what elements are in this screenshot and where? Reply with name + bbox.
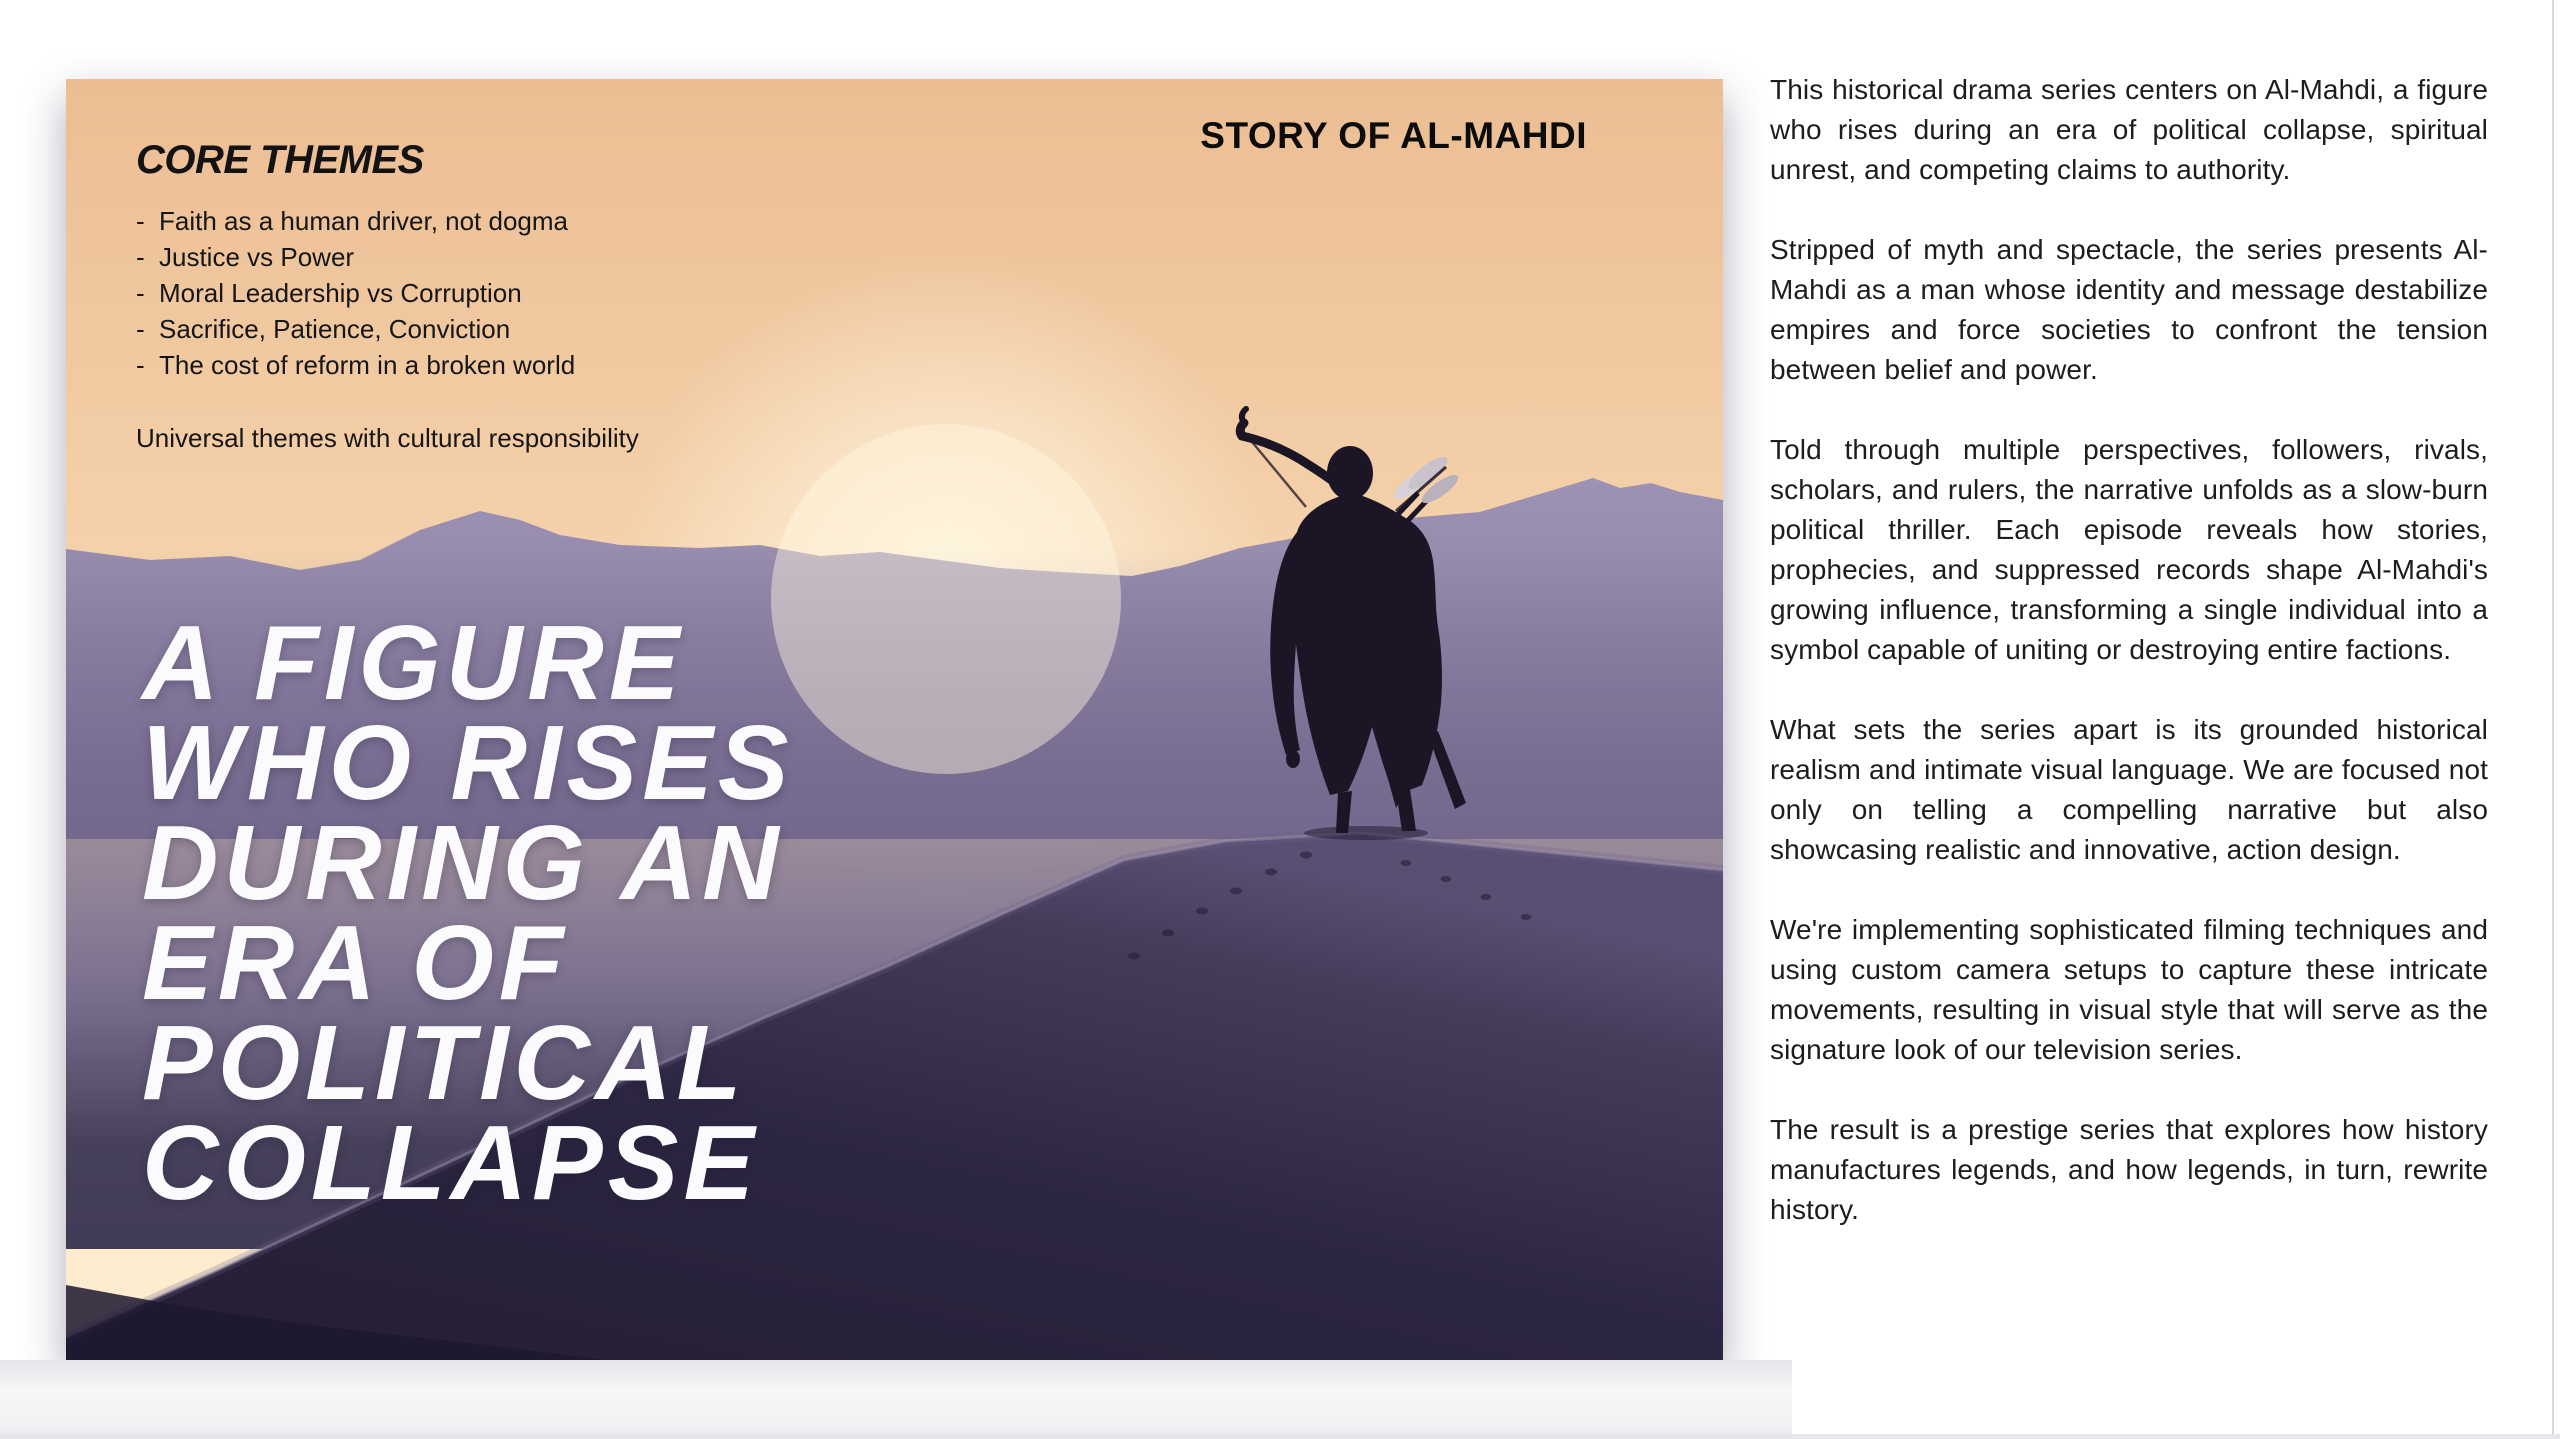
bullet-dash: - — [136, 314, 145, 344]
hero-title-line: WHO RISES — [142, 704, 794, 822]
window-bottom-edge — [0, 1434, 2560, 1439]
bullet-dash: - — [136, 242, 145, 272]
list-item — [136, 239, 639, 275]
list-item-label: The cost of reform in a broken world — [159, 350, 576, 380]
themes-list — [136, 203, 639, 383]
story-title: STORY OF AL-MAHDI — [1200, 115, 1587, 156]
horizon-glow — [771, 424, 1121, 774]
list-item — [136, 275, 639, 311]
hero-title-line: POLITICAL — [142, 1004, 747, 1122]
hero-title — [142, 604, 794, 1222]
core-themes-heading: CORE THEMES — [136, 138, 424, 182]
bullet-dash: - — [136, 350, 145, 380]
bullet-dash: - — [136, 206, 145, 236]
core-themes-block — [136, 137, 639, 455]
article-column — [1770, 70, 2488, 1270]
list-item — [136, 203, 639, 239]
list-item-label: Faith as a human driver, not dogma — [159, 206, 569, 236]
bullet-dash: - — [136, 278, 145, 308]
hero-title-line: COLLAPSE — [142, 1104, 760, 1222]
list-item — [136, 311, 639, 347]
hero-title-line: A FIGURE — [142, 604, 685, 722]
paragraph: This historical drama series centers on Al-Mahdi, a figure who rises during an era of political collapse, spiritual unrest, and competing claims to authority. — [1770, 74, 2488, 185]
hero-title-line: ERA OF — [142, 904, 569, 1022]
paragraph: The result is a prestige series that explores how history manufactures legends, and how legends, in turn, rewrite history. — [1770, 1114, 2488, 1225]
panel-shadow-area — [0, 1360, 1792, 1439]
figure-hand — [1286, 750, 1300, 768]
slide-image-panel — [66, 79, 1723, 1360]
list-item-label: Sacrifice, Patience, Conviction — [159, 314, 511, 344]
figure-head — [1327, 446, 1373, 500]
list-item — [136, 347, 639, 383]
window-edge — [2552, 0, 2554, 1439]
paragraph: What sets the series apart is its grounded historical realism and intimate visual language. We are focused not only on telling a compelling narrative but also showcasing realistic and innovative, action design. — [1770, 714, 2488, 865]
list-item-label: Moral Leadership vs Corruption — [159, 278, 522, 308]
paragraph: We're implementing sophisticated filming techniques and using custom camera setups to capture these intricate movements, resulting in visual style that will serve as the signature look of our television series. — [1770, 914, 2488, 1065]
themes-note: Universal themes with cultural responsibility — [136, 423, 639, 453]
list-item-label: Justice vs Power — [159, 242, 355, 272]
paragraph: Stripped of myth and spectacle, the series presents Al-Mahdi as a man whose identity and message destabilize empires and force societies to confront the tension between belief and power. — [1770, 234, 2488, 385]
hero-title-line: DURING AN — [142, 804, 784, 922]
paragraph: Told through multiple perspectives, followers, rivals, scholars, and rulers, the narrative unfolds as a slow-burn political thriller. Each episode reveals how stories, prophecies, and suppressed records shape Al-Mahdi's growing influence, transforming a single individual into a symbol capable of uniting or destroying entire factions. — [1770, 434, 2488, 665]
